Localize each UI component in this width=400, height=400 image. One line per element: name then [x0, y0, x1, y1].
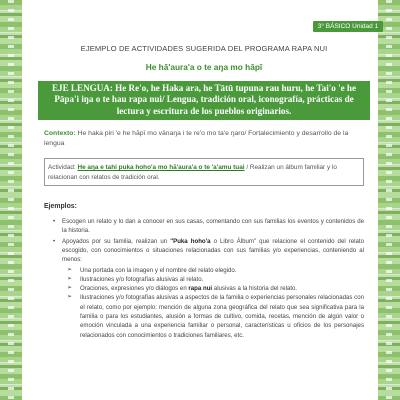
arrow-bullet-icon: ➢ [67, 285, 73, 292]
sub-item-1: Una portada con la imagen y el nombre del relato elegido. [80, 266, 237, 274]
grade-badge: 3° BÁSICO Unidad 1 [313, 21, 383, 32]
list-item [62, 284, 364, 293]
sub-item-2: Ilustraciones y/o fotografías alusivas al relato. [80, 275, 204, 283]
sub-list [62, 266, 364, 340]
list-item [62, 266, 364, 275]
actividad-box [44, 158, 364, 186]
decorative-border-right [378, 0, 400, 400]
eje-lengua-banner: EJE LENGUA: He Re'o, he Haka ara, he Tātū tupuna rau huru, he Tai'o 'e he Pāpa'i iŋa o te hau rapa nui/ Lengua, tradición oral, iconografía, prácticas de lectura y escritura de los pueblos originarios. [38, 81, 370, 120]
main-title: EJEMPLO DE ACTIVIDADES SUGERIDA DEL PROGRAMA RAPA NUI [80, 44, 328, 53]
dot-bullet-icon: • [53, 237, 56, 245]
list-item [62, 275, 364, 284]
contexto-text: He haka piri 'e he hāpī mo vānaŋa i te re'o mo ta'e ŋaro/ Fortalecimiento y desarrollo de la lengua [44, 130, 349, 148]
decorative-border-left [0, 0, 22, 400]
actividad-title: He aŋa e tahi puka hoho'a mo hā'aura'a o te 'a'amu tuai [77, 164, 245, 172]
ejemplo-item-2-bold: "Puka hoho'a [170, 237, 211, 245]
dot-bullet-icon: • [53, 218, 56, 226]
list-item [44, 237, 364, 340]
actividad-label: Actividad: [48, 164, 78, 172]
ejemplo-item-2-post: o Libro Álbum" que relacione el contenido del relato escogido, con conocimientos o situaciones relacionadas con sus familias y/o experiencias, conteniendo al menos: [62, 237, 365, 264]
actividad-text: / Realizan un álbum familiar y lo relacionan con relatos de tradición oral. [48, 164, 337, 181]
contexto-label: Contexto: [44, 130, 76, 138]
contexto-section [44, 129, 364, 149]
subtitle: He hā'aura'a o te aŋa mo hāpī [145, 62, 263, 72]
ejemplo-item-1: Escogen un relato y lo dan a conocer en sus casas, comentando con sus familias los eventos y contenidos de la historia. [62, 218, 364, 235]
sub-item-3-bold: rapa nui [188, 285, 213, 293]
sub-item-3-post: alusivas a la historia del relato. [212, 285, 298, 293]
ejemplos-label: Ejemplos: [44, 203, 77, 211]
ejemplo-item-2-pre: Apoyados por su familia, realizan un [62, 237, 171, 245]
document-content [44, 44, 364, 341]
arrow-bullet-icon: ➢ [67, 275, 73, 282]
list-item [44, 217, 364, 236]
arrow-bullet-icon: ➢ [67, 294, 73, 301]
sub-item-3-pre: Oraciones, expresiones y/o diálogos en [80, 285, 189, 293]
sub-item-4: Ilustraciones y/o fotografías alusivas a aspectos de la familia o experiencias personales relacionadas con el relato, como por ejemplo: mención de alguna zona geográfica del relato que sea significativa para la familia o para los estudiantes, alusión a formas de cultivo, comida, recetas, mención de algún valor o emoción vinculada a una experiencia familiar o personal, características u oficios de los personajes relacionados con conocimientos o tradiciones familiares, etc. [80, 294, 364, 339]
arrow-bullet-icon: ➢ [67, 266, 73, 273]
list-item [62, 293, 364, 339]
ejemplos-list [44, 217, 364, 340]
